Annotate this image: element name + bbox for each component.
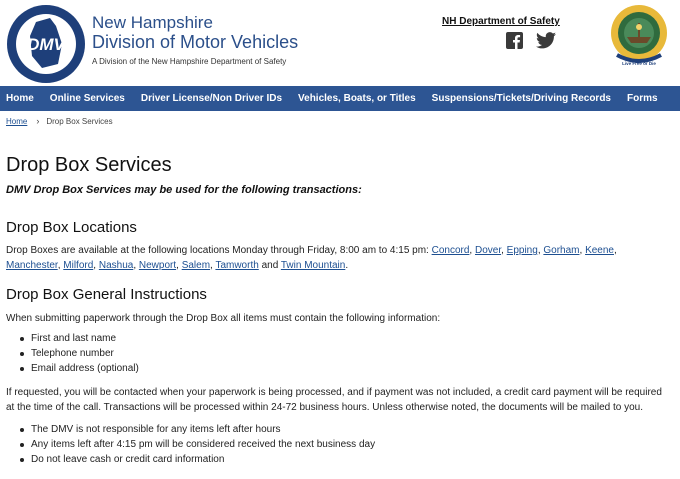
instructions-heading: Drop Box General Instructions <box>6 286 207 303</box>
town-link-twin-mountain[interactable]: Twin Mountain <box>280 260 346 271</box>
drop-box-rules-list <box>19 422 375 467</box>
town-link-salem[interactable]: Salem <box>181 260 211 271</box>
period: . <box>345 260 349 271</box>
separator: , <box>210 260 216 271</box>
breadcrumb <box>6 116 113 126</box>
separator: , <box>579 245 586 256</box>
separator: , <box>501 245 507 256</box>
separator: , <box>469 245 475 256</box>
list-item: Email address (optional) <box>19 361 139 376</box>
nav-home[interactable]: Home <box>6 93 34 104</box>
town-link-concord[interactable]: Concord <box>431 245 470 256</box>
list-item: Do not leave cash or credit card information <box>19 452 375 467</box>
chevron-right-icon: › <box>36 116 40 126</box>
department-of-safety-link[interactable]: NH Department of Safety <box>442 16 560 27</box>
separator: , <box>613 245 617 256</box>
processing-note: If requested, you will be contacted when your paperwork is being processed, and if payment was not included, a credit card payment will be required at the time of the call. Transactions will be processed within 24-72 business hours. Unless otherwise noted, the documents will be mailed to you. <box>6 387 662 413</box>
list-item: Telephone number <box>19 346 139 361</box>
locations-intro: Drop Boxes are available at the following locations Monday through Friday, 8:00 am to 4:15 pm: <box>6 245 432 256</box>
nav-vehicles[interactable]: Vehicles, Boats, or Titles <box>298 93 416 104</box>
site-subtitle: A Division of the New Hampshire Department of Safety <box>92 57 287 66</box>
town-link-newport[interactable]: Newport <box>138 260 177 271</box>
logo-text: DMV <box>27 35 65 54</box>
twitter-icon[interactable] <box>536 32 556 49</box>
breadcrumb-current: Drop Box Services <box>46 116 113 126</box>
facebook-icon[interactable] <box>506 32 523 49</box>
nav-driver-license[interactable]: Driver License/Non Driver IDs <box>140 93 283 104</box>
locations-heading: Drop Box Locations <box>6 219 137 236</box>
separator: , <box>57 260 64 271</box>
town-link-tamworth[interactable]: Tamworth <box>215 260 259 271</box>
required-info-list <box>19 331 139 376</box>
and-text: and <box>258 260 281 271</box>
town-link-manchester[interactable]: Manchester <box>6 260 58 271</box>
town-link-nashua[interactable]: Nashua <box>98 260 134 271</box>
breadcrumb-home[interactable]: Home <box>6 116 28 126</box>
locations-paragraph <box>6 243 670 273</box>
town-link-gorham[interactable]: Gorham <box>543 245 580 256</box>
site-title-line2[interactable]: Division of Motor Vehicles <box>92 32 299 52</box>
separator: , <box>133 260 139 271</box>
dmv-logo[interactable] <box>6 4 86 84</box>
town-link-epping[interactable]: Epping <box>506 245 538 256</box>
separator: , <box>176 260 182 271</box>
nh-state-seal <box>609 3 669 69</box>
separator: , <box>537 245 544 256</box>
site-header <box>0 0 680 86</box>
page-subtitle: DMV Drop Box Services may be used for the following transactions: <box>6 184 362 196</box>
separator: , <box>93 260 99 271</box>
town-link-keene[interactable]: Keene <box>585 245 614 256</box>
list-item: Any items left after 4:15 pm will be considered received the next business day <box>19 437 375 452</box>
town-link-milford[interactable]: Milford <box>63 260 94 271</box>
page-title: Drop Box Services <box>6 154 172 176</box>
nav-online-services[interactable]: Online Services <box>49 93 125 104</box>
nav-suspensions[interactable]: Suspensions/Tickets/Driving Records <box>431 93 611 104</box>
town-link-dover[interactable]: Dover <box>474 245 502 256</box>
site-title-line1[interactable]: New Hampshire <box>92 13 213 32</box>
nav-forms[interactable]: Forms <box>627 93 658 104</box>
list-item: The DMV is not responsible for any items left after hours <box>19 422 375 437</box>
instructions-intro: When submitting paperwork through the Drop Box all items must contain the following information: <box>6 313 441 324</box>
list-item: First and last name <box>19 331 139 346</box>
main-nav <box>0 86 680 111</box>
seal-motto: Live Free or Die <box>622 61 656 66</box>
